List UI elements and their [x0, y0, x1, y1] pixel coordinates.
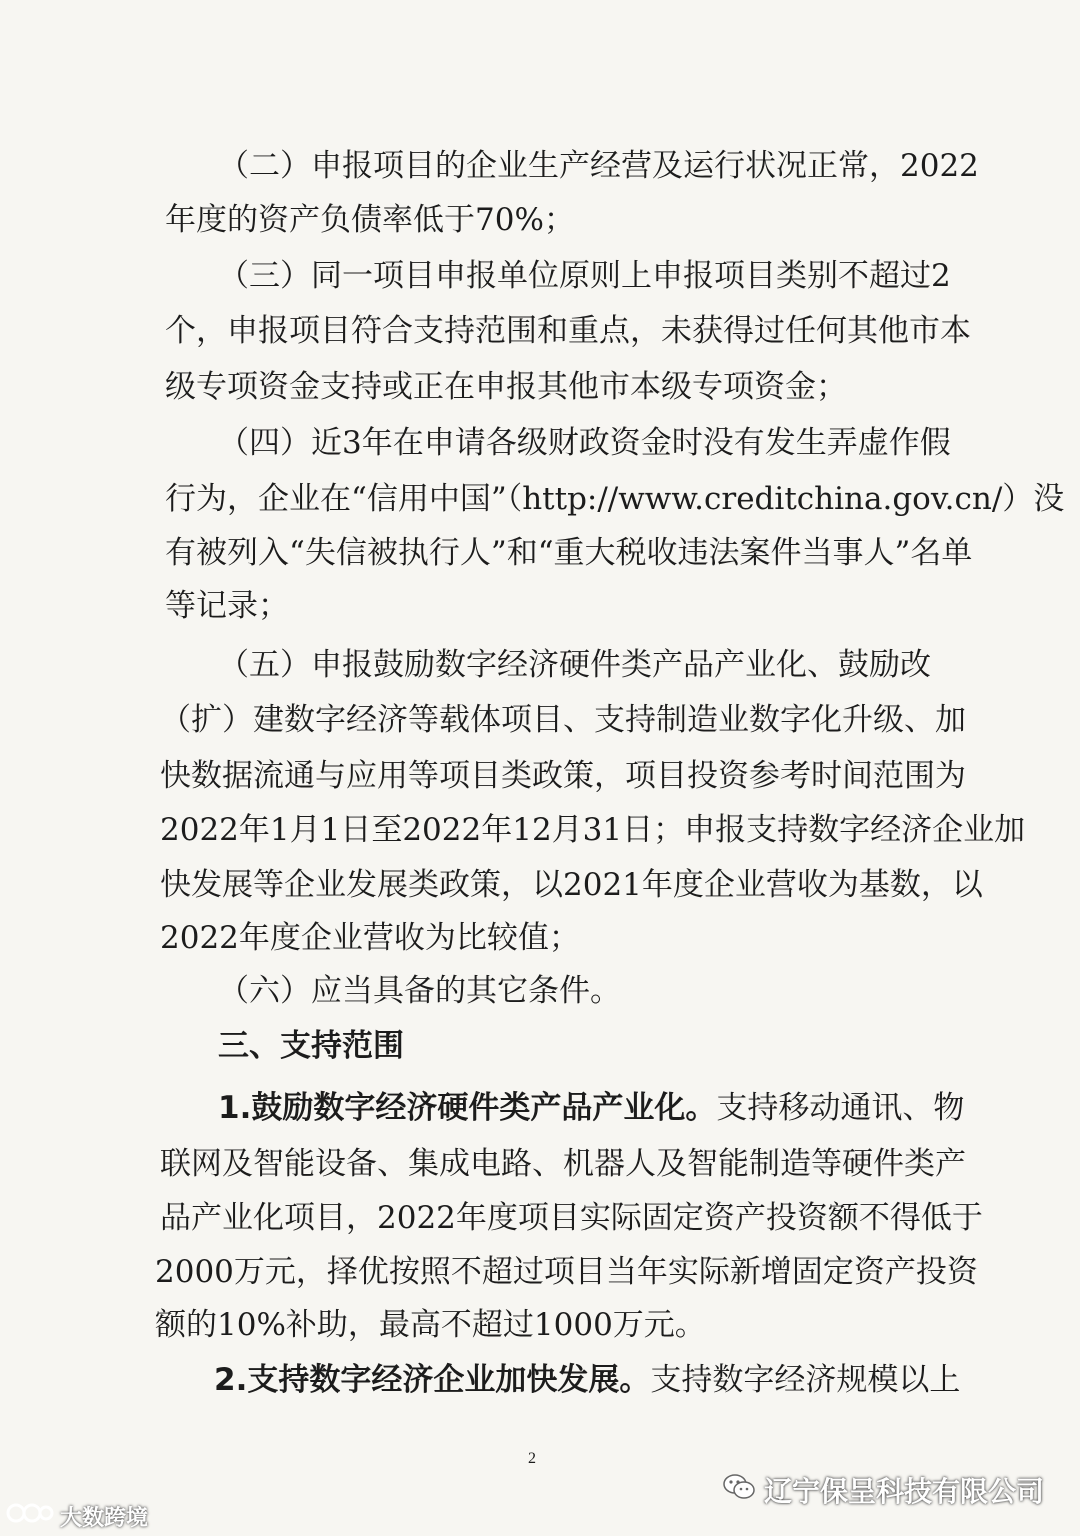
- item-text: 支持移动通讯、物: [716, 1090, 965, 1126]
- text-line: （扩）建数字经济等载体项目、支持制造业数字化升级、加: [160, 702, 966, 738]
- brand-logo-icon: [6, 1500, 54, 1532]
- text-line: （六）应当具备的其它条件。: [218, 973, 621, 1009]
- text-line: 2022年度企业营收为比较值；: [160, 920, 580, 956]
- section-heading: 三、支持范围: [218, 1028, 404, 1064]
- text-line: （五）申报鼓励数字经济硬件类产品产业化、鼓励改: [218, 647, 931, 683]
- item-first-line: [214, 1360, 961, 1400]
- text-line: 快数据流通与应用等项目类政策，项目投资参考时间范围为: [160, 758, 966, 794]
- text-line: 额的10%补助，最高不超过1000万元。: [155, 1307, 706, 1343]
- text-line: 等记录；: [165, 588, 289, 624]
- watermark-account: [722, 1470, 1044, 1510]
- text-line: 快发展等企业发展类政策，以2021年度企业营收为基数，以: [160, 867, 983, 903]
- watermark-account-name: 辽宁保呈科技有限公司: [763, 1475, 1044, 1508]
- item-text: 支持数字经济规模以上: [650, 1362, 961, 1398]
- page-number: 2: [528, 1450, 536, 1467]
- text-line: （三）同一项目申报单位原则上申报项目类别不超过2: [218, 258, 951, 294]
- item-title: 1.鼓励数字经济硬件类产品产业化。: [218, 1090, 717, 1126]
- text-line: 年度的资产负债率低于70%；: [165, 202, 575, 238]
- text-line: 2022年1月1日至2022年12月31日；申报支持数字经济企业加: [160, 812, 1026, 848]
- text-line: 联网及智能设备、集成电路、机器人及智能制造等硬件类产: [160, 1146, 966, 1182]
- text-line: 品产业化项目，2022年度项目实际固定资产投资额不得低于: [160, 1200, 983, 1236]
- wechat-icon: [722, 1472, 756, 1509]
- text-line: 有被列入“失信被执行人”和“重大税收违法案件当事人”名单: [165, 535, 973, 571]
- text-line: 个，申报项目符合支持范围和重点，未获得过任何其他市本: [165, 313, 971, 349]
- watermark-brand: [6, 1500, 148, 1532]
- item-first-line: [218, 1088, 965, 1128]
- text-line: （四）近3年在申请各级财政资金时没有发生弄虚作假: [218, 425, 951, 461]
- text-line: 2000万元，择优按照不超过项目当年实际新增固定资产投资: [155, 1254, 978, 1290]
- text-line: 行为，企业在“信用中国”（http://www.creditchina.gov.cn/）没: [165, 481, 1065, 517]
- text-line: （二）申报项目的企业生产经营及运行状况正常，2022: [218, 148, 979, 184]
- watermark-brand-name: 大数跨境: [60, 1505, 149, 1531]
- text-line: 级专项资金支持或正在申报其他市本级专项资金；: [165, 369, 847, 405]
- item-title: 2.支持数字经济企业加快发展。: [214, 1362, 651, 1398]
